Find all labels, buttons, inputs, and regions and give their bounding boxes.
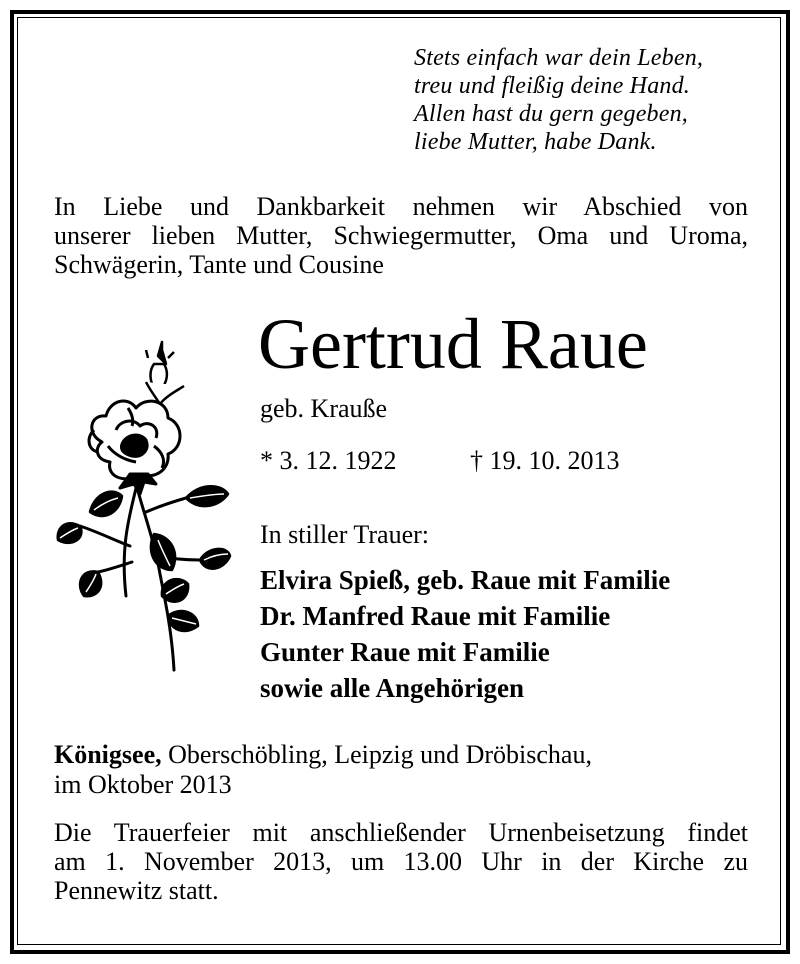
intro-text bbox=[54, 192, 748, 279]
birth-date: * 3. 12. 1922 bbox=[260, 446, 397, 475]
funeral-line: Die Trauerfeier mit anschließender Urnenbeisetzung findet bbox=[54, 818, 748, 847]
place-and-date bbox=[54, 740, 592, 800]
date-line: im Oktober 2013 bbox=[54, 770, 232, 799]
mourners-list bbox=[260, 562, 670, 706]
intro-line: unserer lieben Mutter, Schwiegermutter, Oma und Uroma, bbox=[54, 221, 748, 250]
poem-line: treu und fleißig deine Hand. bbox=[414, 73, 690, 99]
mourners-heading: In stiller Trauer: bbox=[260, 520, 429, 549]
mourner-name: Elvira Spieß, geb. Raue mit Familie bbox=[260, 565, 671, 595]
intro-line: Schwägerin, Tante und Cousine bbox=[54, 250, 384, 279]
other-places: Oberschöbling, Leipzig und Dröbischau, bbox=[161, 740, 592, 769]
deceased-name: Gertrud Raue bbox=[258, 304, 648, 384]
mourner-name: Dr. Manfred Raue mit Familie bbox=[260, 601, 611, 631]
maiden-name: geb. Krauße bbox=[260, 394, 388, 423]
funeral-notice bbox=[54, 818, 748, 905]
intro-line: In Liebe und Dankbarkeit nehmen wir Abschied von bbox=[54, 192, 748, 221]
poem bbox=[414, 44, 703, 156]
poem-line: Stets einfach war dein Leben, bbox=[414, 45, 704, 71]
mourner-name: sowie alle Angehörigen bbox=[260, 673, 524, 703]
mourner-name: Gunter Raue mit Familie bbox=[260, 637, 550, 667]
funeral-line: am 1. November 2013, um 13.00 Uhr in der Kirche zu bbox=[54, 847, 748, 876]
place-line bbox=[54, 740, 592, 770]
funeral-line: Pennewitz statt. bbox=[54, 876, 219, 905]
poem-line: Allen hast du gern gegeben, bbox=[414, 101, 689, 127]
death-date: † 19. 10. 2013 bbox=[470, 446, 620, 475]
poem-line: liebe Mutter, habe Dank. bbox=[414, 129, 657, 155]
rose-icon bbox=[50, 334, 240, 679]
town-name: Königsee, bbox=[54, 740, 162, 769]
